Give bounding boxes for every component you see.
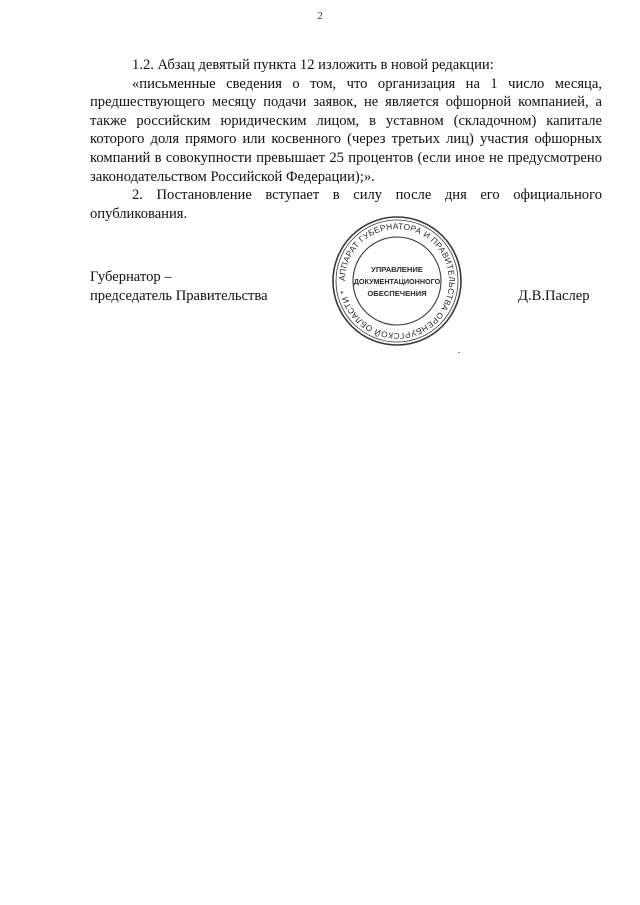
- paragraph-amendment-intro: 1.2. Абзац девятый пункта 12 изложить в новой редакции:: [132, 57, 494, 73]
- signature-position: [90, 268, 268, 305]
- signer-title-line2: председатель Правительства: [90, 287, 268, 304]
- signer-name: Д.В.Паслер: [518, 288, 590, 304]
- stamp-center-line2: ДОКУМЕНТАЦИОННОГО: [353, 277, 441, 286]
- paragraph-amendment-text: «письменные сведения о том, что организация на 1 число месяца, предшествующего месяцу подачи заявок, не является офшорной компанией, а также российским юридическим лицом, в уставном (складочном) капитале которого доля прямого или косвенного (через третьих лиц) участия офшорных компаний в совокупности превышает 25 процентов (если иное не предусмотрено законодательством Российской Федерации);».: [90, 75, 602, 185]
- official-stamp: [330, 214, 464, 348]
- signer-title-line1: Губернатор –: [90, 269, 172, 285]
- scan-speck: [458, 352, 460, 353]
- page-number: 2: [317, 10, 323, 22]
- stamp-center-line3: ОБЕСПЕЧЕНИЯ: [367, 289, 427, 298]
- document-body: [90, 56, 602, 223]
- stamp-center-line1: УПРАВЛЕНИЕ: [371, 265, 423, 274]
- paragraph-effective-date: 2. Постановление вступает в силу после дня его официального опубликования.: [90, 187, 602, 222]
- stamp-outer-text: АППАРАТ ГУБЕРНАТОРА И ПРАВИТЕЛЬСТВА ОРЕНБУРГСКОЙ ОБЛАСТИ *: [336, 220, 458, 342]
